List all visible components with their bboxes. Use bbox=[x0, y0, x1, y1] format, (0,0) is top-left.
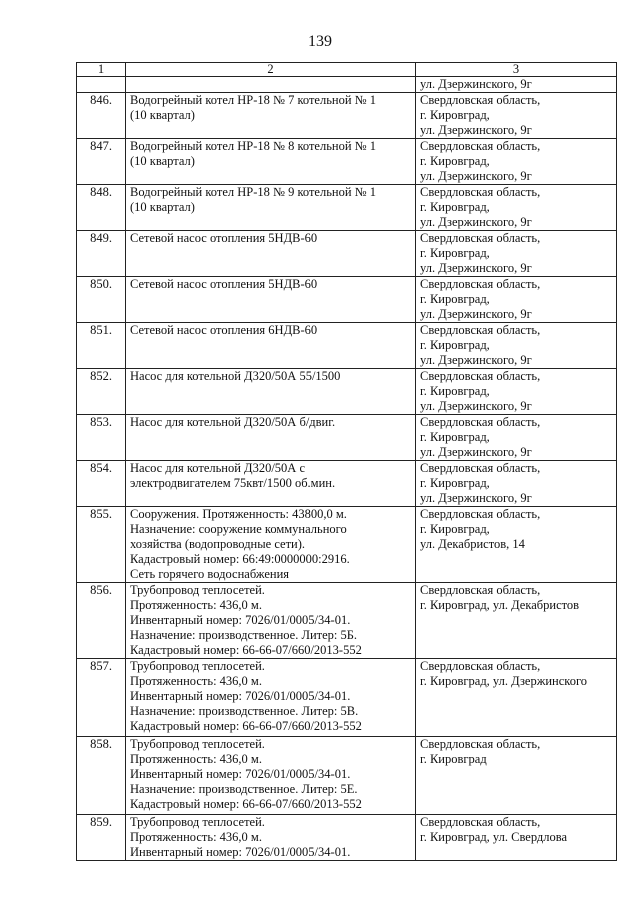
row-address bbox=[416, 737, 617, 815]
row-number: 859. bbox=[77, 815, 126, 861]
row-number: 846. bbox=[77, 93, 126, 139]
row-address-line: г. Кировград, ул. Свердлова bbox=[420, 830, 568, 844]
row-description-line: Инвентарный номер: 7026/01/0005/34-01. bbox=[130, 613, 351, 627]
row-address bbox=[416, 93, 617, 139]
row-description bbox=[126, 815, 416, 861]
table-row bbox=[77, 93, 617, 139]
row-description-line: Трубопровод теплосетей. bbox=[130, 659, 265, 673]
row-description bbox=[126, 415, 416, 461]
row-address-line: ул. Дзержинского, 9г bbox=[420, 169, 532, 183]
row-description-line: хозяйства (водопроводные сети). bbox=[130, 537, 306, 551]
row-number: 849. bbox=[77, 231, 126, 277]
table-row bbox=[77, 507, 617, 583]
table-row bbox=[77, 737, 617, 815]
row-description-line: Сетевой насос отопления 5НДВ-60 bbox=[130, 231, 318, 245]
row-description-line: Протяженность: 436,0 м. bbox=[130, 830, 262, 844]
row-description-line: Трубопровод теплосетей. bbox=[130, 583, 265, 597]
row-description bbox=[126, 93, 416, 139]
row-address-line: ул. Декабристов, 14 bbox=[420, 537, 525, 551]
row-description-line: электродвигателем 75квт/1500 об.мин. bbox=[130, 476, 336, 490]
row-description-line: Протяженность: 436,0 м. bbox=[130, 598, 262, 612]
row-address-line: Свердловская область, bbox=[420, 369, 541, 383]
row-description-line: (10 квартал) bbox=[130, 108, 195, 122]
table-row bbox=[77, 277, 617, 323]
row-description bbox=[126, 231, 416, 277]
row-address-line: Свердловская область, bbox=[420, 231, 541, 245]
row-address-line: г. Кировград, ул. Декабристов bbox=[420, 598, 580, 612]
row-address-line: г. Кировград, bbox=[420, 246, 490, 260]
row-address bbox=[416, 185, 617, 231]
row-address-line: Свердловская область, bbox=[420, 815, 541, 829]
row-description-line: Назначение: сооружение коммунального bbox=[130, 522, 347, 536]
table-row bbox=[77, 369, 617, 415]
row-address bbox=[416, 231, 617, 277]
row-number: 854. bbox=[77, 461, 126, 507]
row-address bbox=[416, 323, 617, 369]
row-address-line: г. Кировград, bbox=[420, 154, 490, 168]
row-description-line: Кадастровый номер: 66-66-07/660/2013-552 bbox=[130, 797, 362, 811]
row-address bbox=[416, 461, 617, 507]
row-address-line: г. Кировград, bbox=[420, 522, 490, 536]
table-body bbox=[77, 77, 617, 861]
row-description-line: Насос для котельной Д320/50А с bbox=[130, 461, 306, 475]
row-address-line: ул. Дзержинского, 9г bbox=[420, 491, 532, 505]
row-description bbox=[126, 583, 416, 659]
row-address bbox=[416, 507, 617, 583]
row-number bbox=[77, 77, 126, 93]
row-address bbox=[416, 277, 617, 323]
row-address-line: г. Кировград bbox=[420, 752, 487, 766]
row-description bbox=[126, 369, 416, 415]
table-header-row bbox=[77, 63, 617, 77]
table-row bbox=[77, 139, 617, 185]
row-number: 855. bbox=[77, 507, 126, 583]
row-number: 853. bbox=[77, 415, 126, 461]
row-description-line: Сеть горячего водоснабжения bbox=[130, 567, 290, 581]
row-address-line: г. Кировград, bbox=[420, 338, 490, 352]
row-address-line: ул. Дзержинского, 9г bbox=[420, 215, 532, 229]
row-address-line: Свердловская область, bbox=[420, 659, 541, 673]
continuation-row bbox=[77, 77, 617, 93]
row-description-line: Трубопровод теплосетей. bbox=[130, 815, 265, 829]
row-address-line: г. Кировград, bbox=[420, 384, 490, 398]
row-description-line: (10 квартал) bbox=[130, 154, 195, 168]
table-row bbox=[77, 231, 617, 277]
row-number: 848. bbox=[77, 185, 126, 231]
row-address-line: г. Кировград, bbox=[420, 108, 490, 122]
row-description-line: Кадастровый номер: 66-66-07/660/2013-552 bbox=[130, 719, 362, 733]
row-description-line: Кадастровый номер: 66:49:0000000:2916. bbox=[130, 552, 350, 566]
row-address-line: ул. Дзержинского, 9г bbox=[420, 77, 532, 91]
row-address-line: ул. Дзержинского, 9г bbox=[420, 445, 532, 459]
row-address-line: Свердловская область, bbox=[420, 507, 541, 521]
row-description-line: Назначение: производственное. Литер: 5Е. bbox=[130, 782, 358, 796]
row-description-line: Кадастровый номер: 66-66-07/660/2013-552 bbox=[130, 643, 362, 657]
row-number: 847. bbox=[77, 139, 126, 185]
row-address-line: Свердловская область, bbox=[420, 461, 541, 475]
row-description-line: Сетевой насос отопления 6НДВ-60 bbox=[130, 323, 318, 337]
column-header-3: 3 bbox=[416, 63, 617, 77]
row-address-line: г. Кировград, bbox=[420, 430, 490, 444]
row-description bbox=[126, 323, 416, 369]
row-description-line: Водогрейный котел НР-18 № 9 котельной № 1 bbox=[130, 185, 376, 199]
row-description bbox=[126, 77, 416, 93]
table-row bbox=[77, 583, 617, 659]
row-number: 857. bbox=[77, 659, 126, 737]
row-description-line: Протяженность: 436,0 м. bbox=[130, 674, 262, 688]
row-description bbox=[126, 185, 416, 231]
row-address-line: Свердловская область, bbox=[420, 277, 541, 291]
table-row bbox=[77, 415, 617, 461]
row-description-line: Сетевой насос отопления 5НДВ-60 bbox=[130, 277, 318, 291]
row-description-line: Насос для котельной Д320/50А 55/1500 bbox=[130, 369, 341, 383]
row-number: 858. bbox=[77, 737, 126, 815]
row-description bbox=[126, 461, 416, 507]
row-description bbox=[126, 507, 416, 583]
row-address-line: ул. Дзержинского, 9г bbox=[420, 261, 532, 275]
row-address-line: Свердловская область, bbox=[420, 583, 541, 597]
row-description-line: Водогрейный котел НР-18 № 7 котельной № 1 bbox=[130, 93, 376, 107]
column-header-1: 1 bbox=[77, 63, 126, 77]
row-address-line: ул. Дзержинского, 9г bbox=[420, 399, 532, 413]
row-address bbox=[416, 369, 617, 415]
row-address-line: Свердловская область, bbox=[420, 737, 541, 751]
column-header-2: 2 bbox=[126, 63, 416, 77]
row-address-line: Свердловская область, bbox=[420, 93, 541, 107]
row-description-line: Назначение: производственное. Литер: 5Б. bbox=[130, 628, 358, 642]
row-address bbox=[416, 77, 617, 93]
row-number: 851. bbox=[77, 323, 126, 369]
row-address bbox=[416, 415, 617, 461]
row-address-line: ул. Дзержинского, 9г bbox=[420, 123, 532, 137]
row-address bbox=[416, 583, 617, 659]
row-description-line: Инвентарный номер: 7026/01/0005/34-01. bbox=[130, 689, 351, 703]
row-number: 850. bbox=[77, 277, 126, 323]
table-row bbox=[77, 461, 617, 507]
table-row bbox=[77, 815, 617, 861]
row-address-line: Свердловская область, bbox=[420, 323, 541, 337]
table-row bbox=[77, 323, 617, 369]
row-description-line: Протяженность: 436,0 м. bbox=[130, 752, 262, 766]
row-address-line: г. Кировград, ул. Дзержинского bbox=[420, 674, 588, 688]
table-row bbox=[77, 659, 617, 737]
row-address-line: г. Кировград, bbox=[420, 476, 490, 490]
row-address-line: Свердловская область, bbox=[420, 185, 541, 199]
row-description bbox=[126, 139, 416, 185]
row-description bbox=[126, 737, 416, 815]
row-description-line: Водогрейный котел НР-18 № 8 котельной № 1 bbox=[130, 139, 376, 153]
row-address bbox=[416, 139, 617, 185]
page-number: 139 bbox=[308, 33, 332, 50]
table-row bbox=[77, 185, 617, 231]
row-description-line: Насос для котельной Д320/50А б/двиг. bbox=[130, 415, 336, 429]
row-description-line: (10 квартал) bbox=[130, 200, 195, 214]
row-description-line: Инвентарный номер: 7026/01/0005/34-01. bbox=[130, 845, 351, 859]
row-description-line: Трубопровод теплосетей. bbox=[130, 737, 265, 751]
row-description-line: Инвентарный номер: 7026/01/0005/34-01. bbox=[130, 767, 351, 781]
row-description bbox=[126, 659, 416, 737]
row-description-line: Назначение: производственное. Литер: 5В. bbox=[130, 704, 359, 718]
row-address-line: ул. Дзержинского, 9г bbox=[420, 307, 532, 321]
row-number: 856. bbox=[77, 583, 126, 659]
row-number: 852. bbox=[77, 369, 126, 415]
row-description-line: Сооружения. Протяженность: 43800,0 м. bbox=[130, 507, 347, 521]
row-description bbox=[126, 277, 416, 323]
row-address-line: г. Кировград, bbox=[420, 200, 490, 214]
row-address bbox=[416, 659, 617, 737]
row-address-line: г. Кировград, bbox=[420, 292, 490, 306]
property-table bbox=[76, 62, 617, 861]
row-address-line: ул. Дзержинского, 9г bbox=[420, 353, 532, 367]
row-address-line: Свердловская область, bbox=[420, 415, 541, 429]
row-address-line: Свердловская область, bbox=[420, 139, 541, 153]
row-address bbox=[416, 815, 617, 861]
